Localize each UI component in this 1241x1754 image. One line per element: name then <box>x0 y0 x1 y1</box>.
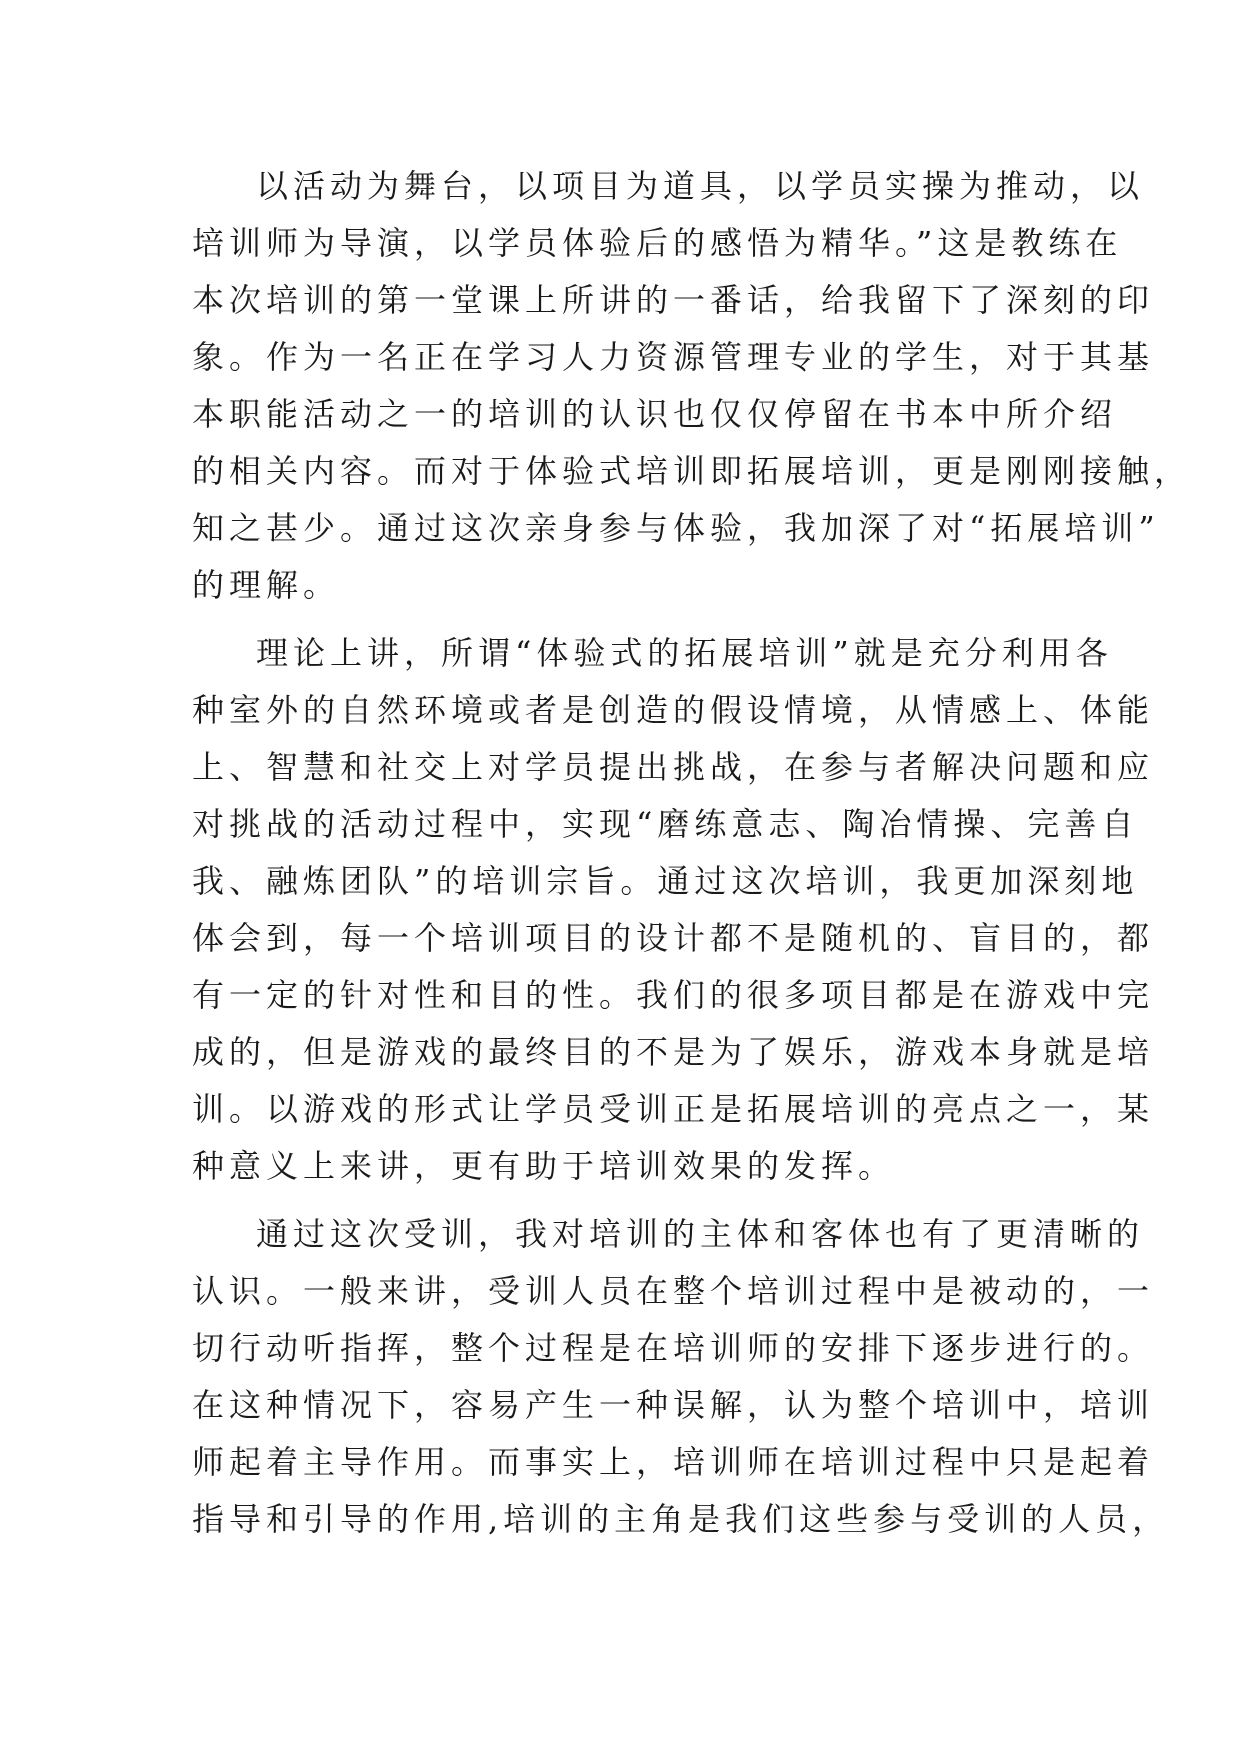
paragraph-line: 的相关内容。而对于体验式培训即拓展培训，更是刚刚接触， <box>192 452 1192 490</box>
paragraph-line: 有一定的针对性和目的性。我们的很多项目都是在游戏中完 <box>192 976 1155 1014</box>
paragraph-line: 本次培训的第一堂课上所讲的一番话，给我留下了深刻的印 <box>192 281 1155 319</box>
paragraph-line: 本职能活动之一的培训的认识也仅仅停留在书本中所介绍 <box>192 395 1118 433</box>
paragraph-line: 通过这次受训，我对培训的主体和客体也有了更清晰的 <box>256 1215 1145 1253</box>
paragraph-line: 的理解。 <box>192 566 341 604</box>
paragraph-line: 在这种情况下，容易产生一种误解，认为整个培训中，培训 <box>192 1386 1155 1424</box>
paragraph-line: 对挑战的活动过程中，实现“磨练意志、陶冶情操、完善自 <box>192 805 1139 843</box>
paragraph-1 <box>192 158 1192 614</box>
paragraph-line: 以活动为舞台，以项目为道具，以学员实操为推动，以 <box>256 167 1145 205</box>
paragraph-line: 象。作为一名正在学习人力资源管理专业的学生，对于其基 <box>192 338 1155 376</box>
paragraph-line: 成的，但是游戏的最终目的不是为了娱乐，游戏本身就是培 <box>192 1033 1155 1071</box>
paragraph-3 <box>192 1206 1170 1548</box>
paragraph-line: 种意义上来讲，更有助于培训效果的发挥。 <box>192 1147 896 1185</box>
paragraph-line: 我、融炼团队”的培训宗旨。通过这次培训，我更加深刻地 <box>192 862 1139 900</box>
paragraph-line: 体会到，每一个培训项目的设计都不是随机的、盲目的，都 <box>192 919 1155 957</box>
paragraph-line: 认识。一般来讲，受训人员在整个培训过程中是被动的，一 <box>192 1272 1155 1310</box>
paragraph-line: 师起着主导作用。而事实上，培训师在培训过程中只是起着 <box>192 1443 1155 1481</box>
document-body <box>192 158 1192 1548</box>
paragraph-line: 指导和引导的作用,培训的主角是我们这些参与受训的人员， <box>192 1500 1170 1538</box>
paragraph-line: 种室外的自然环境或者是创造的假设情境，从情感上、体能 <box>192 691 1155 729</box>
paragraph-line: 培训师为导演，以学员体验后的感悟为精华。”这是教练在 <box>192 224 1123 262</box>
paragraph-2 <box>192 625 1155 1195</box>
paragraph-line: 上、智慧和社交上对学员提出挑战，在参与者解决问题和应 <box>192 748 1155 786</box>
paragraph-line: 训。以游戏的形式让学员受训正是拓展培训的亮点之一，某 <box>192 1090 1155 1128</box>
paragraph-line: 切行动听指挥，整个过程是在培训师的安排下逐步进行的。 <box>192 1329 1155 1367</box>
paragraph-line: 理论上讲，所谓“体验式的拓展培训”就是充分利用各 <box>256 634 1113 672</box>
paragraph-line: 知之甚少。通过这次亲身参与体验，我加深了对“拓展培训” <box>192 509 1160 547</box>
